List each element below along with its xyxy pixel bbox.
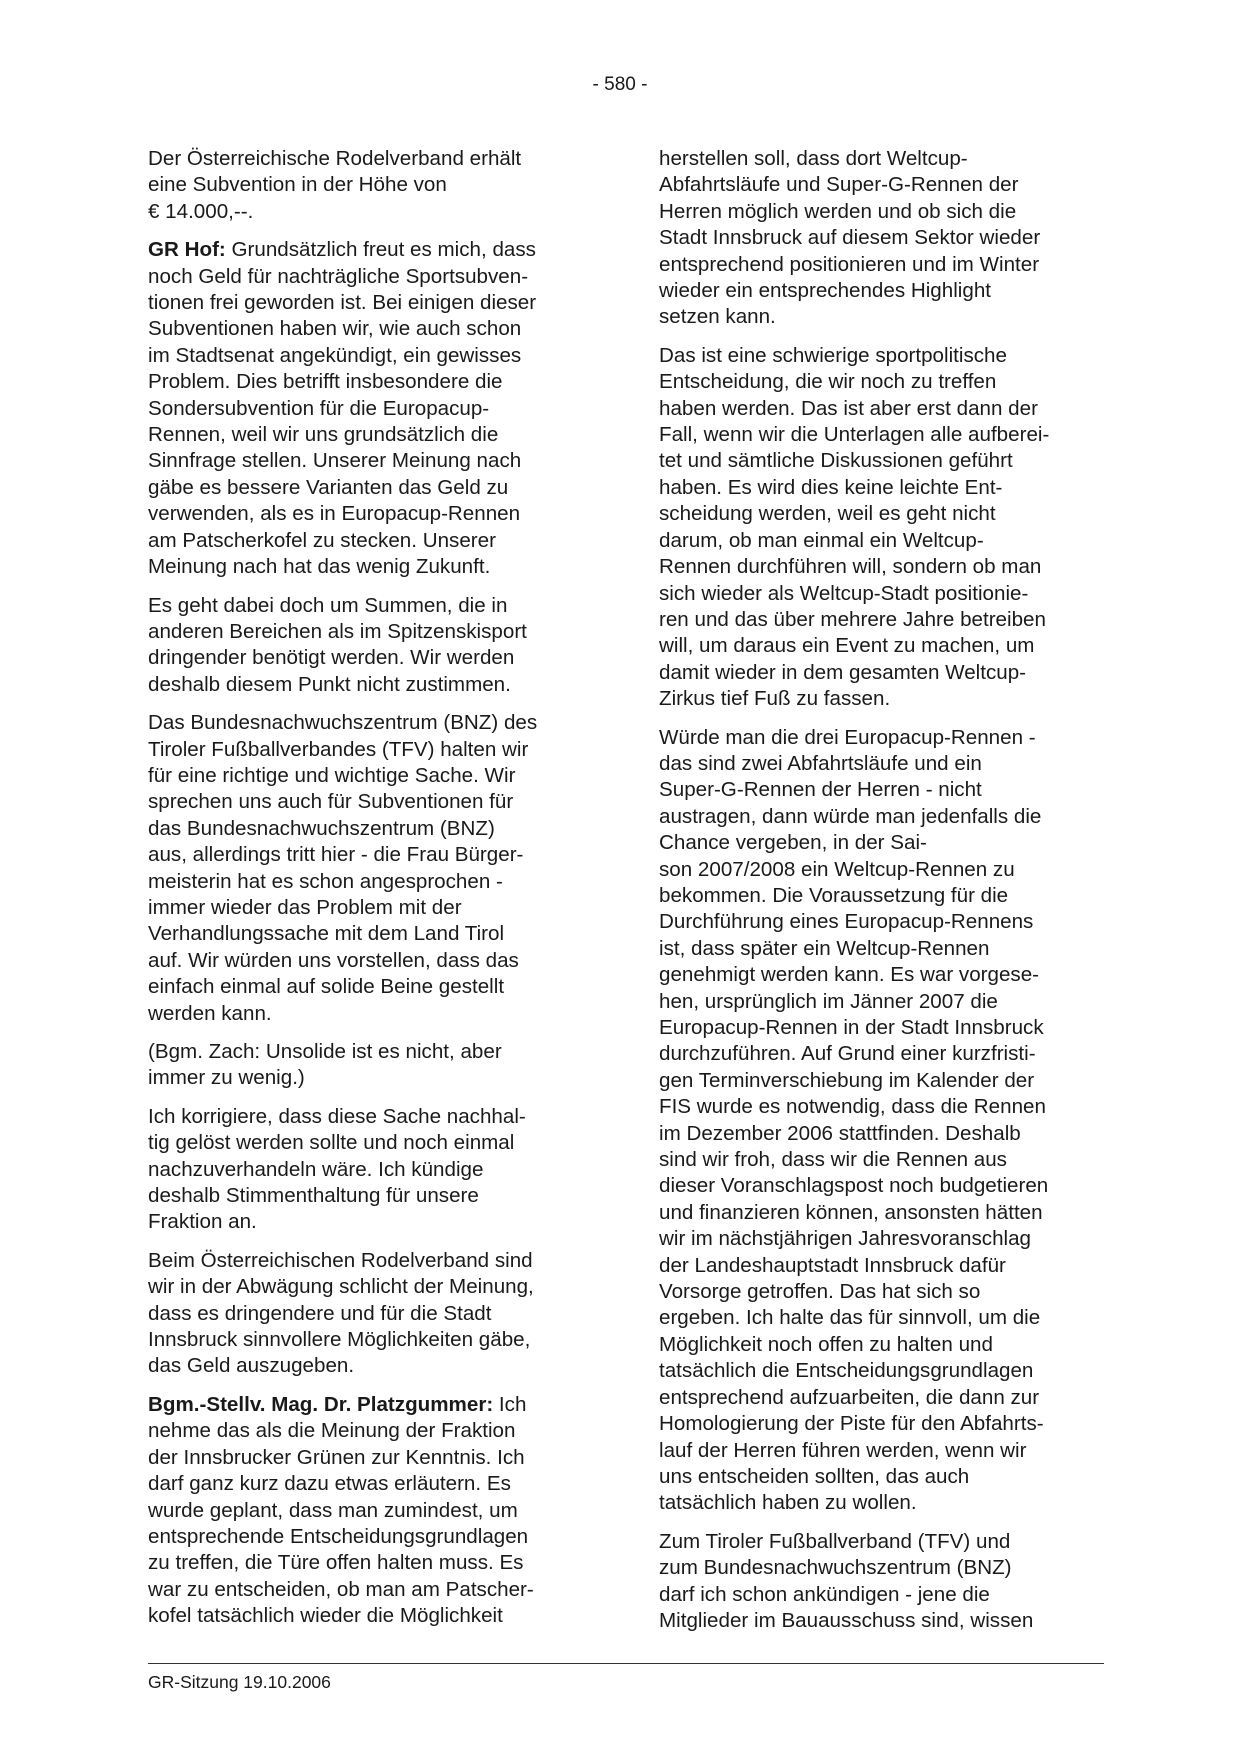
paragraph — [148, 710, 586, 1027]
paragraph-text: herstellen soll, dass dort Weltcup- Abfahrtsläufe und Super-G-Rennen der Herren möglich werden und ob sich die Stadt Innsbruck auf diesem Sektor wieder entsprechend positionieren und im Winter wieder ein entsprechendes Highlight setzen kann. — [659, 147, 1041, 329]
paragraph-text: Beim Österreichischen Rodelverband sind wir in der Abwägung schlicht der Meinung, dass es dringendere und für die Stadt Innsbruck sinnvollere Möglichkeiten gäbe, das Geld auszugeben. — [148, 1248, 534, 1378]
paragraph — [148, 593, 586, 699]
footer-rule — [148, 1663, 1104, 1664]
paragraph-text: (Bgm. Zach: Unsolide ist es nicht, aber immer zu wenig.) — [148, 1040, 502, 1090]
paragraph — [148, 1039, 586, 1092]
paragraph — [148, 1392, 586, 1630]
paragraph-text: Es geht dabei doch um Summen, die in anderen Bereichen als im Spitzenskisport dringender benötigt werden. Wir werden deshalb diesem Punkt nicht zustimmen. — [148, 593, 527, 696]
paragraph — [148, 237, 586, 580]
paragraph — [148, 1248, 586, 1380]
paragraph — [148, 146, 586, 225]
paragraph-text: Ich nehme das als die Meinung der Fraktion der Innsbrucker Grünen zur Kenntnis. Ich darf ganz kurz dazu etwas erläutern. Es wurde geplant, dass man zumindest, um entsprechende Entscheidungsgrundlagen zu treffen, die Türe offen halten muss. Es war zu entscheiden, ob man am Patscher- kofel tatsächlich wieder die Möglichkeit — [148, 1392, 534, 1628]
right-column — [659, 146, 1104, 1646]
paragraph — [659, 343, 1104, 713]
paragraph — [659, 725, 1104, 1517]
speaker-name: Bgm.-Stellv. Mag. Dr. Platzgummer: — [148, 1392, 494, 1416]
paragraph — [659, 146, 1104, 331]
paragraph-text: Das ist eine schwierige sportpolitische Entscheidung, die wir noch zu treffen haben werden. Das ist aber erst dann der Fall, wenn wir die Unterlagen alle aufberei- tet und sämtliche Diskussionen geführt haben. Es wird dies keine leichte Ent- scheidung werden, weil es geht nicht darum, ob man einmal ein Weltcup- Rennen durchführen will, sondern ob man sich wieder als Weltcup-Stadt positionie- ren und das über mehrere Jahre betreiben will, um daraus ein Event zu machen, um damit wieder in dem gesamten Weltcup- Zirkus tief Fuß zu fassen. — [659, 343, 1050, 711]
paragraph-text: Das Bundesnachwuchszentrum (BNZ) des Tiroler Fußballverbandes (TFV) halten wir für eine richtige und wichtige Sache. Wir sprechen uns auch für Subventionen für das Bundesnachwuchszentrum (BNZ) aus, allerdings tritt hier - die Frau Bürger- meisterin hat es schon angesprochen - immer wieder das Problem mit der Verhandlungssache mit dem Land Tirol auf. Wir würden uns vorstellen, dass das einfach einmal auf solide Beine gestellt werden kann. — [148, 711, 538, 1025]
paragraph-text: Ich korrigiere, dass diese Sache nachhal- tig gelöst werden sollte und noch einmal nachzuverhandeln wäre. Ich kündige deshalb Stimmenthaltung für unsere Fraktion an. — [148, 1104, 526, 1234]
paragraph — [659, 1529, 1104, 1635]
paragraph — [148, 1104, 586, 1236]
paragraph-text: Der Österreichische Rodelverband erhält eine Subvention in der Höhe von € 14.000,--. — [148, 147, 522, 223]
speaker-name: GR Hof: — [148, 238, 226, 262]
paragraph-text: Würde man die drei Europacup-Rennen - das sind zwei Abfahrtsläufe und ein Super-G-Rennen der Herren - nicht austragen, dann würde man jedenfalls die Chance vergeben, in der Sai- son 2007/2008 ein Weltcup-Rennen zu bekommen. Die Voraussetzung für die Durchführung eines Europacup-Rennens ist, dass später ein Weltcup-Rennen genehmigt werden kann. Es war vorgese- hen, ursprünglich im Jänner 2007 die Europacup-Rennen in der Stadt Innsbruck durchzuführen. Auf Grund einer kurzfristi- gen Terminverschiebung im Kalender der FIS wurde es notwendig, dass die Rennen im Dezember 2006 stattfinden. Deshalb sind wir froh, dass wir die Rennen aus dieser Voranschlagspost noch budgetieren und finanzieren können, ansonsten hätten wir im nächstjährigen Jahresvoranschlag der Landeshauptstadt Innsbruck dafür Vorsorge getroffen. Das hat sich so ergeben. Ich halte das für sinnvoll, um die Möglichkeit noch offen zu halten und tatsächlich die Entscheidungsgrundlagen entsprechend aufzuarbeiten, die dann zur Homologierung der Piste für den Abfahrts- lauf der Herren führen werden, wenn wir uns entscheiden sollten, das auch tatsächlich haben zu wollen. — [659, 725, 1049, 1515]
left-column — [148, 146, 586, 1642]
paragraph-text: Grundsätzlich freut es mich, dass noch Geld für nachträgliche Sportsubven- tionen frei geworden ist. Bei einigen dieser Subventionen haben wir, wie auch schon im Stadtsenat angekündigt, ein gewisses Problem. Dies betrifft insbesondere die Sondersubvention für die Europacup- Rennen, weil wir uns grundsätzlich die Sinnfrage stellen. Unserer Meinung nach gäbe es bessere Varianten das Geld zu verwenden, als es in Europacup-Rennen am Patscherkofel zu stecken. Unserer Meinung nach hat das wenig Zukunft. — [148, 238, 537, 579]
footer-text: GR-Sitzung 19.10.2006 — [148, 1672, 331, 1692]
paragraph-text: Zum Tiroler Fußballverband (TFV) und zum Bundesnachwuchszentrum (BNZ) darf ich schon ankündigen - jene die Mitglieder im Bauausschuss sind, wissen — [659, 1529, 1034, 1632]
page-number: - 580 - — [592, 74, 648, 95]
